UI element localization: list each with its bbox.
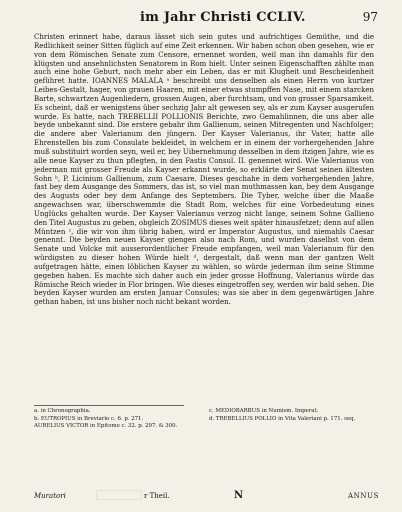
page-footer	[34, 492, 379, 506]
footnotes	[34, 408, 374, 431]
footnote: b. EUTROPIUS in Breviario c. 6. p. 271.	[34, 415, 144, 422]
footnote: c. MEDIOBARBUS in Numism. Imperat.	[209, 408, 319, 414]
footnote: a. in Chronographia.	[34, 408, 91, 414]
paragraph: Christen erinnert habe, daraus lässet sich sein gutes und aufrichtiges Gemüthe, und die Redlichkeit seiner Sitten füglich auf eine Zeit erkennen. Wir haben schon oben gesehen, wie er von dem Römischen Senate zum Censore, ernennet worden, weil man ihn damahls für den klügsten und ansehnlichsten Senatorem in Rom hielt. Unter seinen Eigenschafften zählte man auch eine hohe Geburt, noch mehr aber ein Leben, das er mit Klugheit und Bescheidenheit geführet hatte. IOANNES MALALA ᵃ beschreibt uns denselben als einen Herrn von kurtzer Leibes-Gestalt, hager, von grauen Haaren, mit einer etwas stumpffen Nase, mit einem starcken Barte, schwartzen Augenliedern, grossen Augen, aber furchtsam, und von grosser Sparsamkeit. Es scheint, daß er wenigstens über sechzig Jahr alt gewesen sey, als er zum Kayser ausgerufen wurde. Es hatte, nach TREBELLII POLLIONIS Berichte, zwo Gemahlinnen, die uns aber alle beyde unbekannt sind. Die erstere gebahr ihm Gallienum, seinen Mitregenten und Nachfolger; die andere aber Valerianum den jüngern. Der Kayser Valerianus, ihr Vater, hatte alle Ehrenstellen bis zum Consulate bekleidet, in welchem er in einem der vorhergehenden Jahre muß substituirt worden seyn, weil er, bey Uibernehmung desselben in dem itzigen Jahre, wie es alle neue Kayser zu thun pflegten, in den Fastis Consul. II. genennet wird. Wie Valerianus von jederman mit grosser Freude als Kayser erkannt wurde, so erklärte der Senat seinen ältesten Sohn ᵇ, P. Licinium Gallienum, zum Caesare. Dieses geschahe in dem vorhergehenden Jahre, fast bey dem Ausgange des Sommers, das ist, so viel man muthmassen kan, bey dem Ausgange des Augusts oder bey dem Anfange des Septembers. Die Tyber, welche über die Maaße angewachsen war, überschwemmte die Stadt Rom, welches für eine Vorbedeutung eines Unglücks gehalten wurde. Der Kayser Valerianus verzog nicht lange, seinem Sohne Gallieno den Titel Augustus zu geben, obgleich ZOSIMUS dieses weit später hinausfetzet; denn auf allen Müntzen ᶜ, die wir von ihm übrig haben, wird er Imperator Augustus, und niemahls Caesar genennt. Die beyden neuen Kayser giengen also nach Rom, und wurden daselbst von dem Senate und Volcke mit ausserordentlicher Freude empfangen, weil man Valerianum für den würdigsten zu dieser hohen Würde hielt ᵈ, dergestalt, daß wenn man der gantzen Welt aufgetragen hätte, einen löblichen Kayser zu wählen, so würde jederman ihm seine Stimme gegeben haben. Es machte sich daher auch ein jeder grosse Hoffnung, Valerianus würde das Römische Reich wieder in Flor bringen. Wie dieses eingetroffen sey, werden wir bald sehen. Die beyden Kayser wurden am ersten Januar Consules; was sie aber in dem gegenwärtigen Jahre gethan haben, ist uns bisher noch nicht bekant worden.	[34, 33, 374, 307]
footnote: d. TREBELLIUS POLLIO in Vita Valeriani p. 171. seq.	[209, 415, 356, 422]
printer-signature-suffix: r Theil.	[144, 492, 170, 500]
footnote-divider	[34, 405, 184, 406]
footnote: AURELIUS VICTOR in Epitome c. 32. p. 297. & 300.	[34, 423, 178, 429]
signature-mark: N	[234, 490, 244, 501]
footnotes-right-column	[209, 408, 374, 431]
running-header	[0, 10, 402, 28]
page-number: 97	[362, 10, 378, 24]
redaction-patch	[96, 490, 142, 500]
printer-signature: Muratori	[34, 492, 66, 500]
catchword: ANNUS	[348, 492, 379, 500]
footnotes-left-column	[34, 408, 199, 431]
main-text	[34, 33, 374, 307]
running-title: im Jahr Christi CCLIV.	[140, 10, 306, 25]
